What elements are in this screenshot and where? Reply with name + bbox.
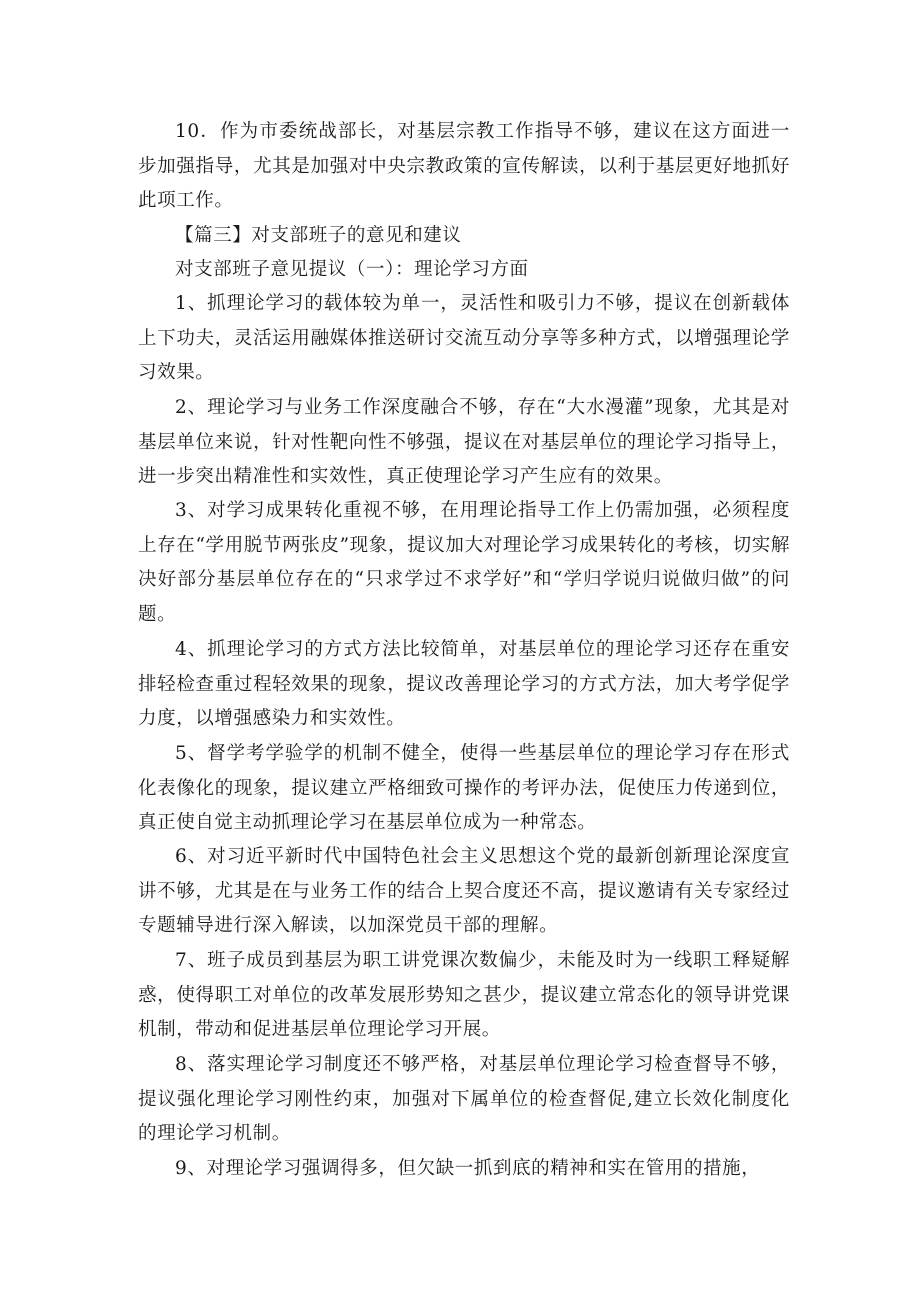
paragraph-8: 8、落实理论学习制度还不够严格，对基层单位理论学习检查督导不够，提议强化理论学习刚性约束，加强对下属单位的检查督促,建立长效化制度化的理论学习机制。 bbox=[138, 1054, 790, 1145]
paragraph-9: 9、对理论学习强调得多，但欠缺一抓到底的精神和实在管用的措施， bbox=[175, 1158, 761, 1179]
paragraph-6: 6、对习近平新时代中国特色社会主义思想这个党的最新创新理论深度宣讲不够，尤其是在与业务工作的结合上契合度还不高，提议邀请有关专家经过专题辅导进行深入解读，以加深党员干部的理解。 bbox=[138, 846, 790, 937]
paragraph-4: 4、抓理论学习的方式方法比较简单，对基层单位的理论学习还存在重安排轻检查重过程轻效果的现象，提议改善理论学习的方式方法，加大考学促学力度，以增强感染力和实效性。 bbox=[138, 639, 790, 730]
paragraph-3: 3、对学习成果转化重视不够，在用理论指导工作上仍需加强，必须程度上存在“学用脱节两张皮”现象，提议加大对理论学习成果转化的考核，切实解决好部分基层单位存在的“只求学过不求学好”和“学归学说归说做归做”的问题。 bbox=[138, 500, 790, 625]
section-heading: 【篇三】对支部班子的意见和建议 bbox=[175, 225, 462, 246]
paragraph-5: 5、督学考学验学的机制不健全，使得一些基层单位的理论学习存在形式化表像化的现象，提议建立严格细致可操作的考评办法，促使压力传递到位，真正使自觉主动抓理论学习在基层单位成为一种常态。 bbox=[138, 743, 790, 834]
paragraph-7: 7、班子成员到基层为职工讲党课次数偏少，未能及时为一线职工释疑解惑，使得职工对单位的改革发展形势知之甚少，提议建立常态化的领导讲党课机制，带动和促进基层单位理论学习开展。 bbox=[138, 950, 790, 1041]
subsection-heading: 对支部班子意见提议（一）：理论学习方面 bbox=[175, 259, 529, 280]
paragraph-2: 2、理论学习与业务工作深度融合不够，存在“大水漫灌”现象，尤其是对基层单位来说，针对性靶向性不够强，提议在对基层单位的理论学习指导上，进一步突出精准性和实效性，真正使理论学习产生应有的效果。 bbox=[138, 397, 790, 488]
paragraph-10: 10．作为市委统战部长，对基层宗教工作指导不够，建议在这方面进一步加强指导，尤其是加强对中央宗教政策的宣传解读，以利于基层更好地抓好此项工作。 bbox=[138, 121, 790, 212]
paragraph-1: 1、抓理论学习的载体较为单一，灵活性和吸引力不够，提议在创新载体上下功夫，灵活运用融媒体推送研讨交流互动分享等多种方式，以增强理论学习效果。 bbox=[138, 293, 790, 384]
